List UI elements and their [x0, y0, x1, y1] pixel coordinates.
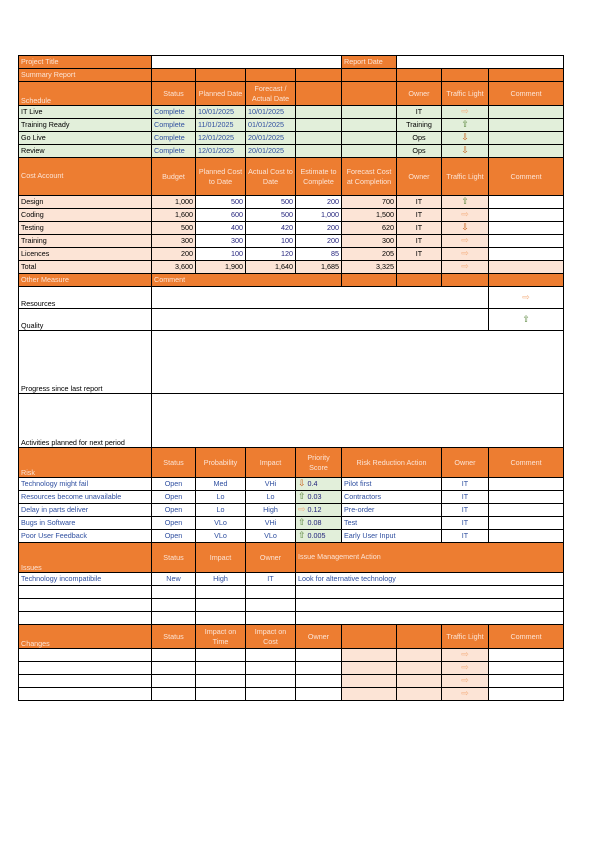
risk-row — [19, 504, 564, 517]
risk-owner: IT — [442, 530, 489, 543]
change-impact-cost[interactable] — [246, 649, 296, 662]
changes-time-header: Impact on Time — [196, 625, 246, 649]
cost-traffic-light — [442, 222, 489, 235]
right-arrow-icon: ⇨ — [461, 675, 469, 686]
resources-comment[interactable] — [152, 287, 489, 309]
change-comment[interactable] — [489, 649, 564, 662]
total-budget: 3,600 — [152, 261, 196, 274]
cost-budget: 1,000 — [152, 196, 196, 209]
schedule-owner-header: Owner — [397, 82, 442, 106]
cost-budget: 500 — [152, 222, 196, 235]
risk-status: Open — [152, 491, 196, 504]
right-arrow-icon: ⇨ — [461, 235, 469, 246]
change-status[interactable] — [152, 662, 196, 675]
risk-header: Risk — [19, 448, 152, 478]
schedule-actual-date: 01/01/2025 — [246, 119, 296, 132]
other-measure-label: Other Measure — [19, 274, 152, 287]
risk-owner: IT — [442, 491, 489, 504]
cost-traffic-light — [442, 235, 489, 248]
change-owner[interactable] — [296, 688, 342, 701]
risk-impact: High — [246, 504, 296, 517]
report-date-value[interactable] — [397, 56, 564, 69]
schedule-light-header: Traffic Light — [442, 82, 489, 106]
table-cell — [296, 132, 342, 145]
cost-comment[interactable] — [489, 209, 564, 222]
risk-status-header: Status — [152, 448, 196, 478]
change-owner[interactable] — [296, 662, 342, 675]
issue-action: Look for alternative technology — [296, 573, 564, 586]
cost-estimate-to-complete: 85 — [296, 248, 342, 261]
risk-score-value: 0.12 — [305, 505, 322, 515]
cost-actual: 100 — [246, 235, 296, 248]
change-traffic-light — [442, 688, 489, 701]
risk-impact: Lo — [246, 491, 296, 504]
down-arrow-icon: ⇩ — [298, 478, 306, 489]
down-arrow-icon: ⇩ — [461, 145, 469, 156]
right-arrow-icon: ⇨ — [461, 248, 469, 259]
change-status[interactable] — [152, 649, 196, 662]
schedule-status: Complete — [152, 106, 196, 119]
risk-priority-score — [296, 504, 342, 517]
risk-probability: Lo — [196, 491, 246, 504]
cost-forecast-at-completion: 300 — [342, 235, 397, 248]
changes-light-header: Traffic Light — [442, 625, 489, 649]
table-cell — [342, 649, 397, 662]
up-arrow-icon: ⇧ — [298, 491, 306, 502]
schedule-row — [19, 119, 564, 132]
change-impact-time[interactable] — [196, 649, 246, 662]
cost-estimate-to-complete: 200 — [296, 196, 342, 209]
table-cell — [342, 688, 397, 701]
table-cell — [342, 662, 397, 675]
schedule-actual-date: 10/01/2025 — [246, 106, 296, 119]
schedule-comment[interactable] — [489, 119, 564, 132]
progress-comment[interactable] — [152, 331, 564, 394]
risk-action-header: Risk Reduction Action — [342, 448, 442, 478]
risk-score-value: 0.03 — [305, 492, 322, 502]
risk-probability-header: Probability — [196, 448, 246, 478]
change-impact-cost[interactable] — [246, 662, 296, 675]
schedule-name: Go Live — [19, 132, 152, 145]
issue-owner: IT — [246, 573, 296, 586]
change-status[interactable] — [152, 688, 196, 701]
cost-comment[interactable] — [489, 196, 564, 209]
table-cell — [397, 688, 442, 701]
risk-priority-score — [296, 530, 342, 543]
risk-status: Open — [152, 517, 196, 530]
schedule-traffic-light — [442, 106, 489, 119]
cost-row — [19, 209, 564, 222]
activities-label: Activities planned for next period — [19, 394, 152, 448]
schedule-actual-date: 20/01/2025 — [246, 145, 296, 158]
right-arrow-icon: ⇨ — [461, 106, 469, 117]
cost-budget-header: Budget — [152, 158, 196, 196]
cost-owner: IT — [397, 235, 442, 248]
change-row — [19, 688, 564, 701]
change-traffic-light — [442, 649, 489, 662]
changes-rows — [19, 649, 564, 701]
total-actual: 1,640 — [246, 261, 296, 274]
quality-label: Quality — [19, 309, 152, 331]
cost-budget: 200 — [152, 248, 196, 261]
cost-traffic-light — [442, 196, 489, 209]
risk-comment[interactable] — [489, 504, 564, 517]
cost-account: Training — [19, 235, 152, 248]
issue-row — [19, 573, 564, 586]
cost-budget: 1,600 — [152, 209, 196, 222]
activities-comment[interactable] — [152, 394, 564, 448]
other-comment-label: Comment — [152, 274, 342, 287]
change-impact-time[interactable] — [196, 675, 246, 688]
change-impact-cost[interactable] — [246, 675, 296, 688]
risk-comment[interactable] — [489, 491, 564, 504]
up-arrow-icon: ⇧ — [461, 119, 469, 130]
issues-action-header: Issue Management Action — [296, 543, 564, 573]
down-arrow-icon: ⇩ — [461, 132, 469, 143]
schedule-planned-date: 10/01/2025 — [196, 106, 246, 119]
cost-planned: 500 — [196, 196, 246, 209]
table-cell — [296, 106, 342, 119]
schedule-row — [19, 145, 564, 158]
risk-name: Delay in parts deliver — [19, 504, 152, 517]
change-name[interactable] — [19, 662, 152, 675]
schedule-status: Complete — [152, 145, 196, 158]
cost-forecast-at-completion: 205 — [342, 248, 397, 261]
schedule-actual-header: Forecast / Actual Date — [246, 82, 296, 106]
schedule-planned-date: 12/01/2025 — [196, 145, 246, 158]
change-comment[interactable] — [489, 662, 564, 675]
risk-score-header: Priority Score — [296, 448, 342, 478]
up-arrow-icon: ⇧ — [461, 196, 469, 207]
report-date-label: Report Date — [342, 56, 397, 69]
risk-reduction-action: Early User Input — [342, 530, 442, 543]
cost-owner: IT — [397, 196, 442, 209]
cost-account: Design — [19, 196, 152, 209]
change-impact-time[interactable] — [196, 688, 246, 701]
schedule-owner: IT — [397, 106, 442, 119]
schedule-name: IT Live — [19, 106, 152, 119]
right-arrow-icon: ⇨ — [461, 209, 469, 220]
down-arrow-icon: ⇩ — [461, 222, 469, 233]
cost-light-header: Traffic Light — [442, 158, 489, 196]
risk-probability: Lo — [196, 504, 246, 517]
table-cell — [342, 145, 397, 158]
issues-rows — [19, 573, 564, 586]
schedule-row — [19, 106, 564, 119]
risk-score-value: 0.005 — [305, 531, 326, 541]
right-arrow-icon: ⇨ — [522, 291, 530, 302]
risk-comment[interactable] — [489, 530, 564, 543]
change-impact-time[interactable] — [196, 662, 246, 675]
progress-label: Progress since last report — [19, 331, 152, 394]
cost-forecast-at-completion: 620 — [342, 222, 397, 235]
cost-estimate-to-complete: 1,000 — [296, 209, 342, 222]
cost-row — [19, 235, 564, 248]
schedule-traffic-light — [442, 132, 489, 145]
issues-status-header: Status — [152, 543, 196, 573]
schedule-owner: Training — [397, 119, 442, 132]
cost-actual: 500 — [246, 209, 296, 222]
total-planned: 1,900 — [196, 261, 246, 274]
cost-owner: IT — [397, 222, 442, 235]
issues-owner-header: Owner — [246, 543, 296, 573]
quality-comment[interactable] — [152, 309, 489, 331]
changes-cost-header: Impact on Cost — [246, 625, 296, 649]
table-cell — [342, 119, 397, 132]
cost-total-label: Total — [19, 261, 152, 274]
risk-probability: VLo — [196, 517, 246, 530]
risk-score-value: 0.4 — [305, 479, 318, 489]
changes-comment-header: Comment — [489, 625, 564, 649]
schedule-planned-header: Planned Date — [196, 82, 246, 106]
schedule-header: Schedule — [19, 82, 152, 106]
risk-owner: IT — [442, 504, 489, 517]
table-cell — [397, 662, 442, 675]
cost-actual: 500 — [246, 196, 296, 209]
changes-status-header: Status — [152, 625, 196, 649]
risk-score-value: 0.08 — [305, 518, 322, 528]
schedule-traffic-light — [442, 145, 489, 158]
changes-owner-header: Owner — [296, 625, 342, 649]
schedule-status: Complete — [152, 119, 196, 132]
change-name[interactable] — [19, 675, 152, 688]
total-fac: 3,325 — [342, 261, 397, 274]
risk-impact: VHi — [246, 478, 296, 491]
risk-comment[interactable] — [489, 517, 564, 530]
change-status[interactable] — [152, 675, 196, 688]
change-name[interactable] — [19, 688, 152, 701]
report-sheet — [18, 55, 563, 701]
schedule-actual-date: 20/01/2025 — [246, 132, 296, 145]
issues-impact-header: Impact — [196, 543, 246, 573]
risk-comment-header: Comment — [489, 448, 564, 478]
cost-account-header: Cost Account — [19, 158, 152, 196]
change-name[interactable] — [19, 649, 152, 662]
up-arrow-icon: ⇧ — [522, 313, 530, 324]
change-impact-cost[interactable] — [246, 688, 296, 701]
cost-actual: 120 — [246, 248, 296, 261]
schedule-planned-date: 11/01/2025 — [196, 119, 246, 132]
right-arrow-icon: ⇨ — [461, 688, 469, 699]
change-owner[interactable] — [296, 675, 342, 688]
risk-row — [19, 491, 564, 504]
risk-status: Open — [152, 530, 196, 543]
risk-row — [19, 530, 564, 543]
risk-reduction-action: Pilot first — [342, 478, 442, 491]
schedule-owner: Ops — [397, 132, 442, 145]
risk-impact: VLo — [246, 530, 296, 543]
cost-rows — [19, 196, 564, 261]
schedule-name: Training Ready — [19, 119, 152, 132]
cost-owner-header: Owner — [397, 158, 442, 196]
risk-owner: IT — [442, 478, 489, 491]
cost-estimate-to-complete: 200 — [296, 235, 342, 248]
issue-impact: High — [196, 573, 246, 586]
cost-planned: 300 — [196, 235, 246, 248]
report-table — [18, 55, 564, 701]
schedule-comment[interactable] — [489, 145, 564, 158]
schedule-status-header: Status — [152, 82, 196, 106]
change-traffic-light — [442, 662, 489, 675]
change-row — [19, 675, 564, 688]
cost-comment[interactable] — [489, 235, 564, 248]
cost-traffic-light — [442, 209, 489, 222]
table-cell — [342, 106, 397, 119]
cost-comment[interactable] — [489, 222, 564, 235]
issues-header: Issues — [19, 543, 152, 573]
table-cell — [296, 145, 342, 158]
cost-traffic-light — [442, 248, 489, 261]
change-owner[interactable] — [296, 649, 342, 662]
cost-comment[interactable] — [489, 248, 564, 261]
cost-forecast-at-completion: 1,500 — [342, 209, 397, 222]
cost-account: Licences — [19, 248, 152, 261]
cost-comment-header: Comment — [489, 158, 564, 196]
cost-account: Coding — [19, 209, 152, 222]
cost-owner: IT — [397, 248, 442, 261]
right-arrow-icon: ⇨ — [461, 261, 469, 272]
up-arrow-icon: ⇧ — [298, 517, 306, 528]
table-cell — [296, 119, 342, 132]
risk-impact-header: Impact — [246, 448, 296, 478]
risk-priority-score — [296, 517, 342, 530]
cost-row — [19, 196, 564, 209]
risk-owner-header: Owner — [442, 448, 489, 478]
schedule-status: Complete — [152, 132, 196, 145]
cost-planned: 400 — [196, 222, 246, 235]
cost-budget: 300 — [152, 235, 196, 248]
risk-row — [19, 517, 564, 530]
schedule-row — [19, 132, 564, 145]
changes-header: Changes — [19, 625, 152, 649]
risk-probability: VLo — [196, 530, 246, 543]
resources-label: Resources — [19, 287, 152, 309]
change-traffic-light — [442, 675, 489, 688]
risk-row — [19, 478, 564, 491]
risk-reduction-action: Contractors — [342, 491, 442, 504]
schedule-owner: Ops — [397, 145, 442, 158]
cost-planned: 600 — [196, 209, 246, 222]
cost-owner: IT — [397, 209, 442, 222]
risk-impact: VHi — [246, 517, 296, 530]
cost-forecast-at-completion: 700 — [342, 196, 397, 209]
table-cell — [397, 649, 442, 662]
table-cell — [342, 132, 397, 145]
issue-name: Technology incompatibile — [19, 573, 152, 586]
table-cell — [342, 675, 397, 688]
change-row — [19, 662, 564, 675]
project-title-label: Project Title — [19, 56, 152, 69]
project-title-value[interactable] — [152, 56, 342, 69]
up-arrow-icon: ⇧ — [298, 530, 306, 541]
risk-reduction-action: Pre-order — [342, 504, 442, 517]
total-etc: 1,685 — [296, 261, 342, 274]
cost-actual: 420 — [246, 222, 296, 235]
cost-planned: 100 — [196, 248, 246, 261]
risk-name: Bugs in Software — [19, 517, 152, 530]
schedule-comment[interactable] — [489, 106, 564, 119]
cost-etc-header: Estimate to Complete — [296, 158, 342, 196]
cost-estimate-to-complete: 200 — [296, 222, 342, 235]
schedule-name: Review — [19, 145, 152, 158]
risk-status: Open — [152, 504, 196, 517]
risk-probability: Med — [196, 478, 246, 491]
cost-row — [19, 222, 564, 235]
summary-report-label: Summary Report — [19, 69, 152, 82]
cost-planned-header: Planned Cost to Date — [196, 158, 246, 196]
cost-actual-header: Actual Cost to Date — [246, 158, 296, 196]
risk-priority-score — [296, 491, 342, 504]
right-arrow-icon: ⇨ — [461, 662, 469, 673]
risk-name: Poor User Feedback — [19, 530, 152, 543]
change-row — [19, 649, 564, 662]
risk-status: Open — [152, 478, 196, 491]
cost-row — [19, 248, 564, 261]
table-cell — [397, 675, 442, 688]
change-comment[interactable] — [489, 675, 564, 688]
right-arrow-icon: ⇨ — [298, 504, 306, 515]
cost-total-row — [19, 261, 564, 274]
risk-comment[interactable] — [489, 478, 564, 491]
schedule-rows — [19, 106, 564, 158]
risk-rows — [19, 478, 564, 543]
schedule-planned-date: 12/01/2025 — [196, 132, 246, 145]
issue-status: New — [152, 573, 196, 586]
risk-reduction-action: Test — [342, 517, 442, 530]
schedule-comment[interactable] — [489, 132, 564, 145]
risk-name: Technology might fail — [19, 478, 152, 491]
cost-account: Testing — [19, 222, 152, 235]
cost-fac-header: Forecast Cost at Completion — [342, 158, 397, 196]
risk-name: Resources become unavailable — [19, 491, 152, 504]
change-comment[interactable] — [489, 688, 564, 701]
risk-owner: IT — [442, 517, 489, 530]
schedule-comment-header: Comment — [489, 82, 564, 106]
schedule-traffic-light — [442, 119, 489, 132]
right-arrow-icon: ⇨ — [461, 649, 469, 660]
risk-priority-score — [296, 478, 342, 491]
